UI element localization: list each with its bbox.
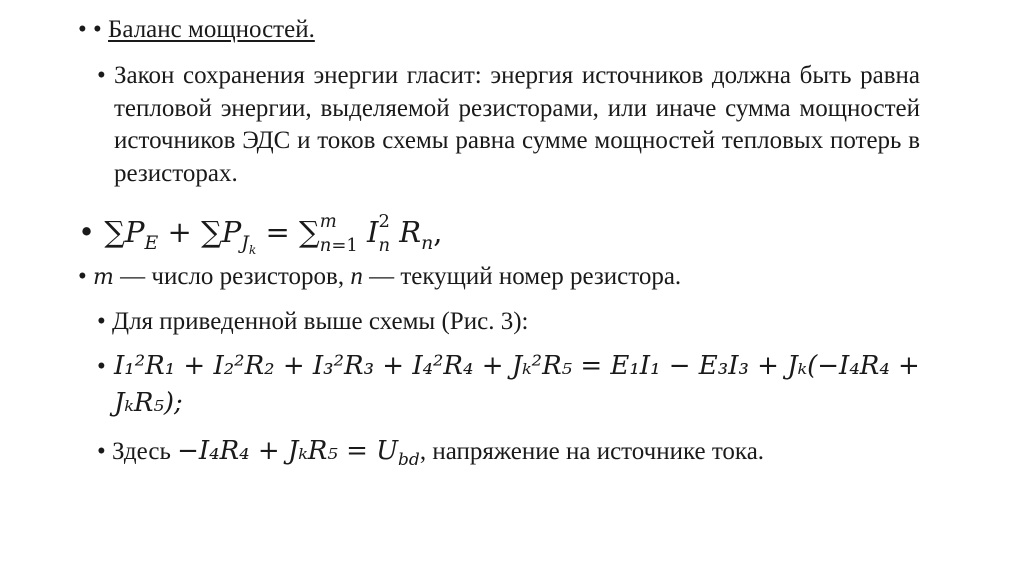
ubd-formula: −I₄R₄ + JₖR₅ = U (177, 436, 399, 466)
scheme-text: Для приведенной выше схемы (Рис. 3): (112, 308, 529, 335)
scheme-line (97, 306, 528, 338)
bullet: • (78, 215, 96, 249)
var-m: m (93, 265, 114, 290)
scheme-equation-line2: JₖR₅); (114, 388, 183, 418)
definitions-line: • m — число резисторов, n — текущий номер резистора. (78, 263, 682, 290)
bullet: • (78, 263, 87, 290)
scheme-equation: I₁²R₁ + I₂²R₂ + I₃²R₃ + I₄²R₄ + Jₖ²R₅ = E₁I₁ − E₃I₃ + Jₖ(−I₄R₄ + (114, 351, 920, 381)
here-line: • Здесь $-I_4R_4 + J_kR_5 = U_{bd}$, напряжение на источнике тока. (97, 436, 765, 470)
bullet: • (93, 16, 102, 43)
heading-line (78, 14, 315, 46)
law-bullet: • (97, 62, 106, 89)
bullet: • (97, 353, 106, 380)
heading: Баланс мощностей. (108, 16, 315, 43)
bullet: • (97, 308, 106, 335)
bullet: • (97, 438, 106, 465)
bullet: • (78, 16, 87, 43)
law-text: Закон сохранения энергии гласит: энергия источников должна быть равна тепловой энергии, выделяемой резисторами, или иначе сумма мощностей источников ЭДС и токов схемы равна сумме мощностей тепловых потерь в резисторах. (114, 62, 920, 187)
scheme-equation-line1 (97, 350, 920, 383)
power-balance-equation: • $\sum P_E + \sum P_{J_k}$ = ∑ m n=1 I 2 n $R_n$, (78, 211, 443, 257)
var-n: n (350, 263, 363, 290)
